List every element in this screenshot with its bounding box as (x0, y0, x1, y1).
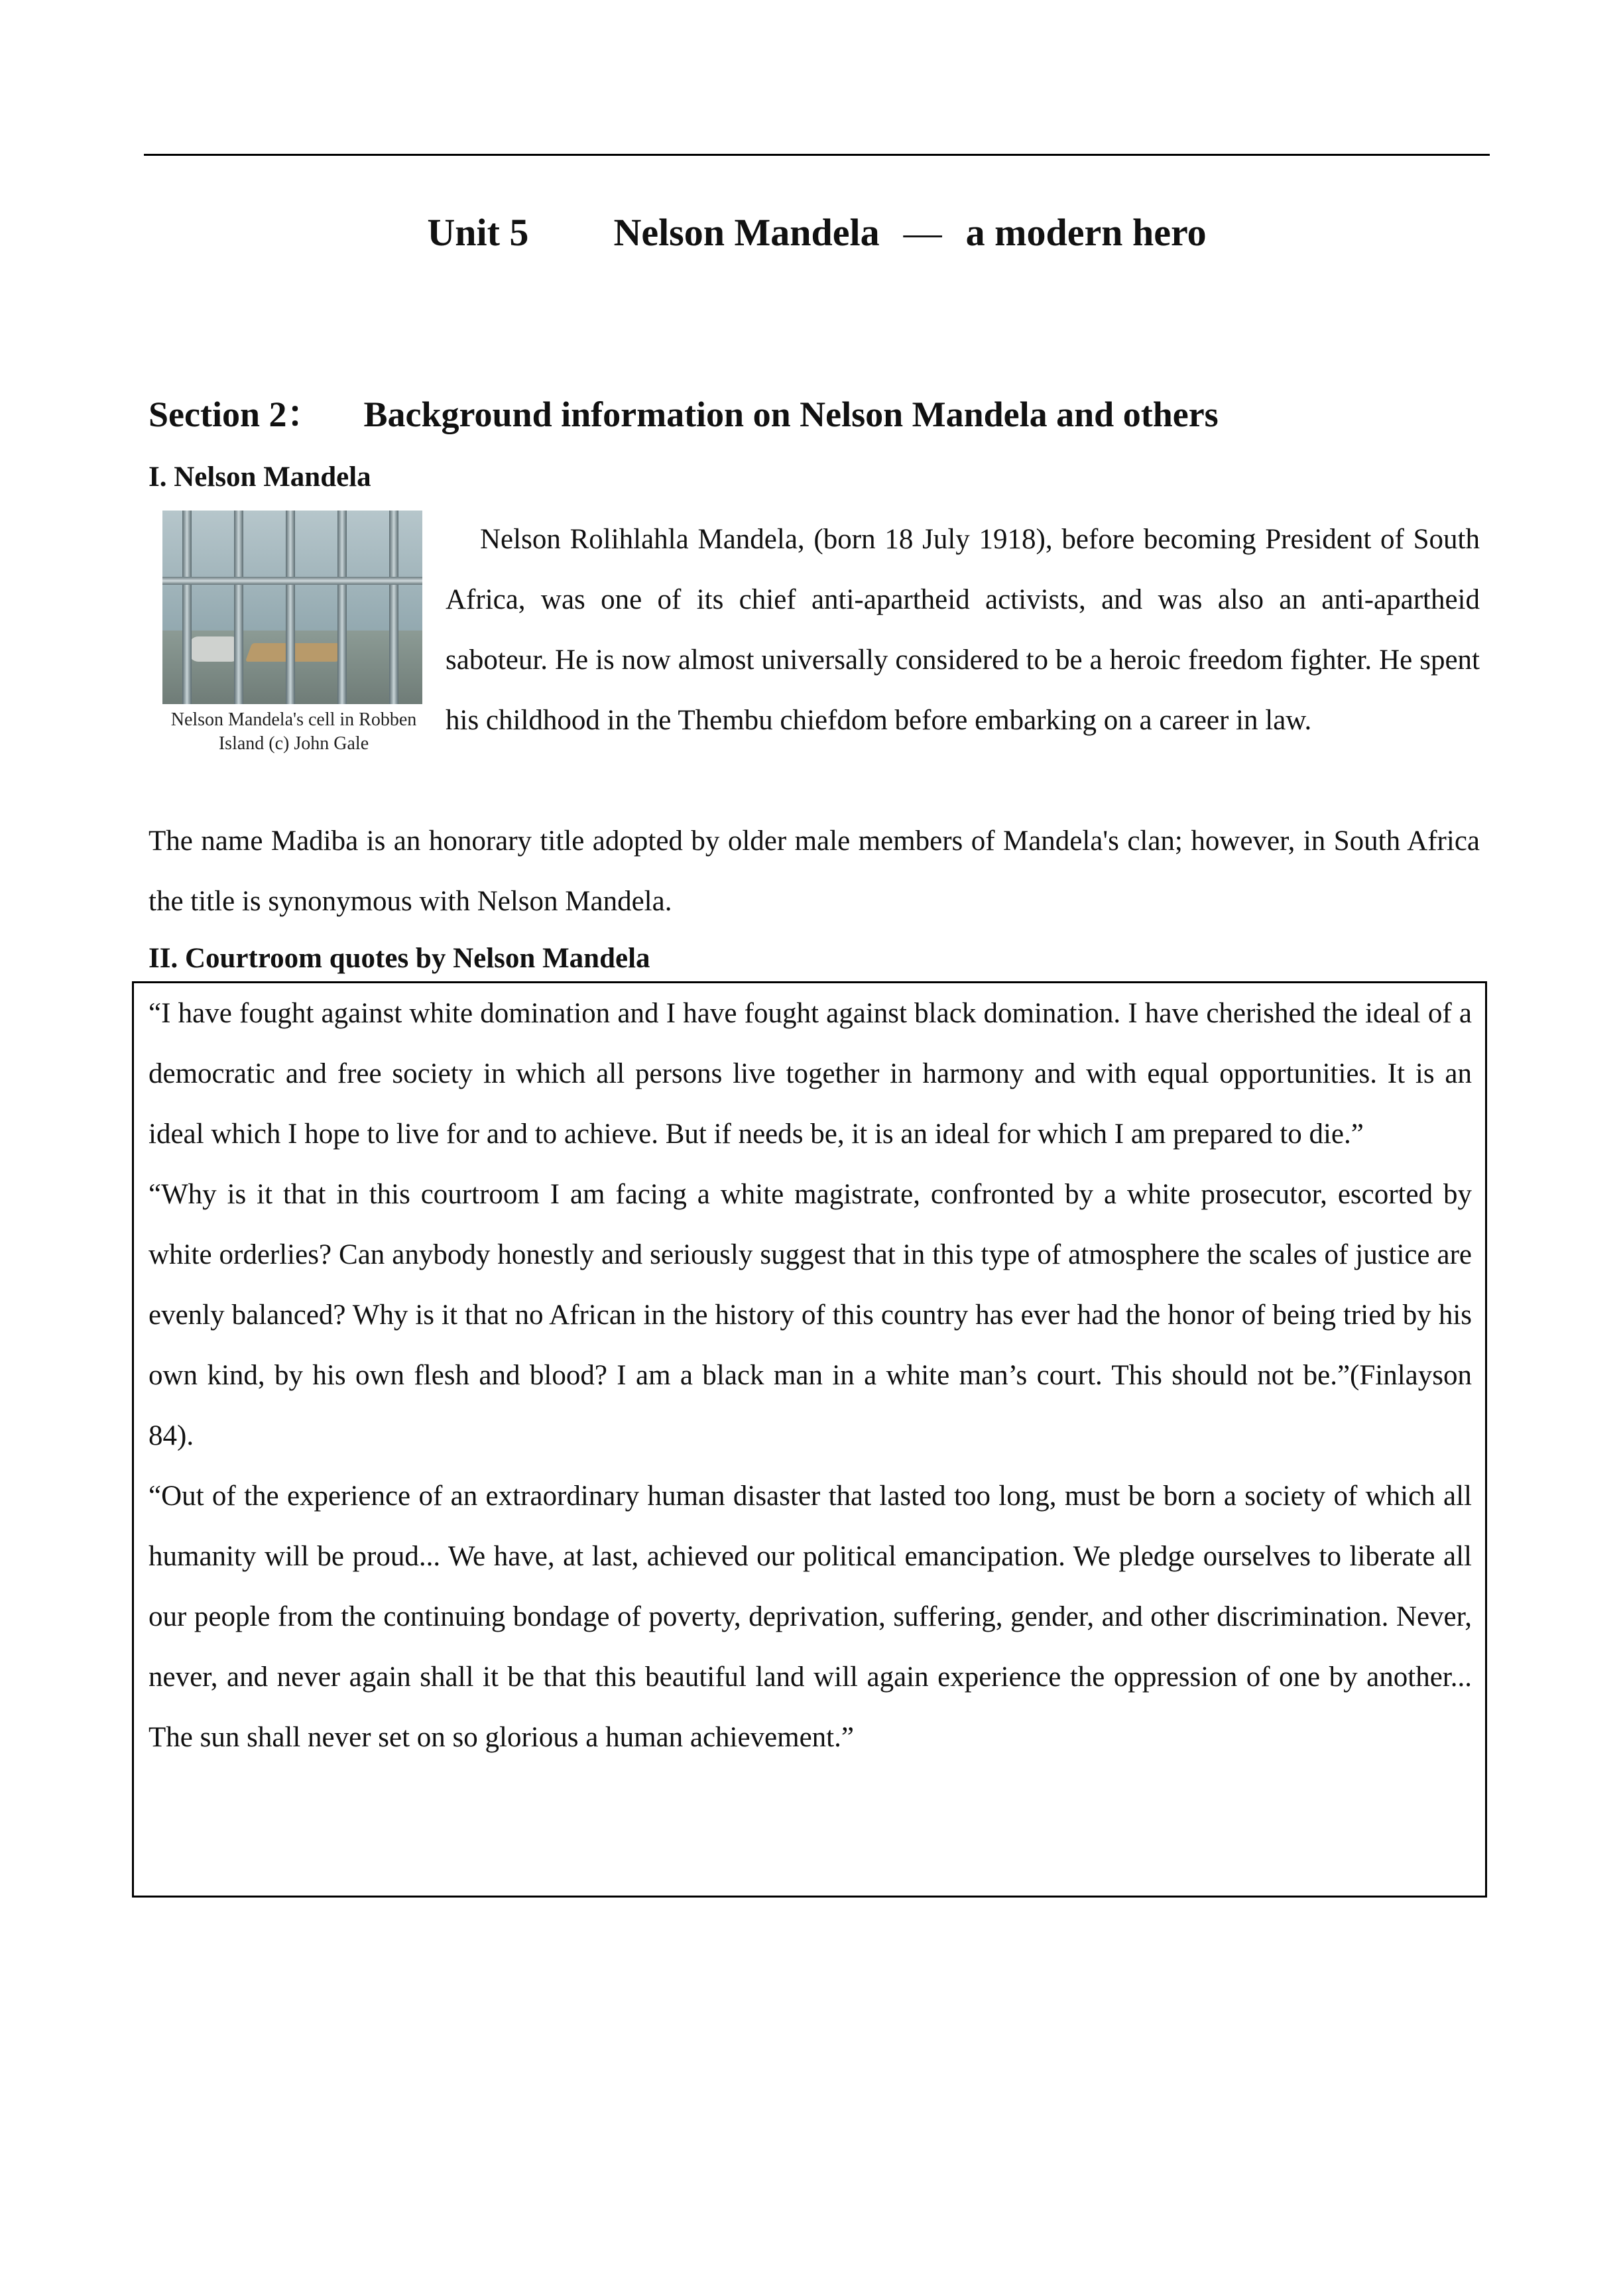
photo-caption: Nelson Mandela's cell in Robben Island (c) John Gale (170, 709, 417, 754)
madiba-paragraph: The name Madiba is an honorary title adopted by older male members of Mandela's clan; however, in South Africa the title is synonymous with Nelson Mandela. (149, 825, 1480, 917)
title-part-2: a modern hero (965, 211, 1207, 254)
section-label: Section 2： (149, 394, 323, 434)
quote-3: “Out of the experience of an extraordinary human disaster that lasted too long, must be born a society of which all humanity will be proud... We have, at last, achieved our political emancipation. We pledge ourselves to liberate all our people from the continuing bondage of poverty, deprivation, suffering, gender, and other discrimination. Never, never, and never again shall it be that this beautiful land will again experience the oppression of one by another... The sun shall never set on so glorious a human achievement.” (149, 1480, 1472, 1753)
photo-figure (162, 511, 425, 756)
quote-1: “I have fought against white domination and I have fought against black domination. I have cherished the ideal of a democratic and free society in which all persons live together in harmony and with equal opportunities. It is an ideal which I hope to live for and to achieve. But if needs be, it is an ideal for which I am prepared to die.” (149, 998, 1472, 1150)
header-rule (144, 154, 1490, 156)
cell-photo (162, 511, 422, 704)
heading-courtroom-quotes: II. Courtroom quotes by Nelson Mandela (149, 943, 650, 974)
title-part-1: Nelson Mandela (613, 211, 880, 254)
section-title: Background information on Nelson Mandela and others (363, 394, 1219, 434)
heading-nelson-mandela: I. Nelson Mandela (149, 461, 371, 493)
intro-paragraph: Nelson Rolihlahla Mandela, (born 18 July 1918), before becoming President of South Africa, was one of its chief anti-apartheid activists, and was also an anti-apartheid saboteur. He is now almost universally considered to be a heroic freedom fighter. He spent his childhood in the Thembu chiefdom before embarking on a career in law. (446, 524, 1480, 736)
section-heading (149, 388, 1219, 441)
page-title (144, 203, 1490, 263)
unit-label: Unit 5 (427, 211, 529, 254)
quotes-box (132, 981, 1487, 1898)
quote-2: “Why is it that in this courtroom I am facing a white magistrate, confronted by a white prosecutor, escorted by white orderlies? Can anybody honestly and seriously suggest that in this type of atmosphere the scales of justice are evenly balanced? Why is it that no African in the history of this country has ever had the honor of being tried by his own kind, by his own flesh and blood? I am a black man in a white man’s court. This should not be.”(Finlayson 84). (149, 1179, 1472, 1451)
title-dash: — (903, 211, 942, 254)
